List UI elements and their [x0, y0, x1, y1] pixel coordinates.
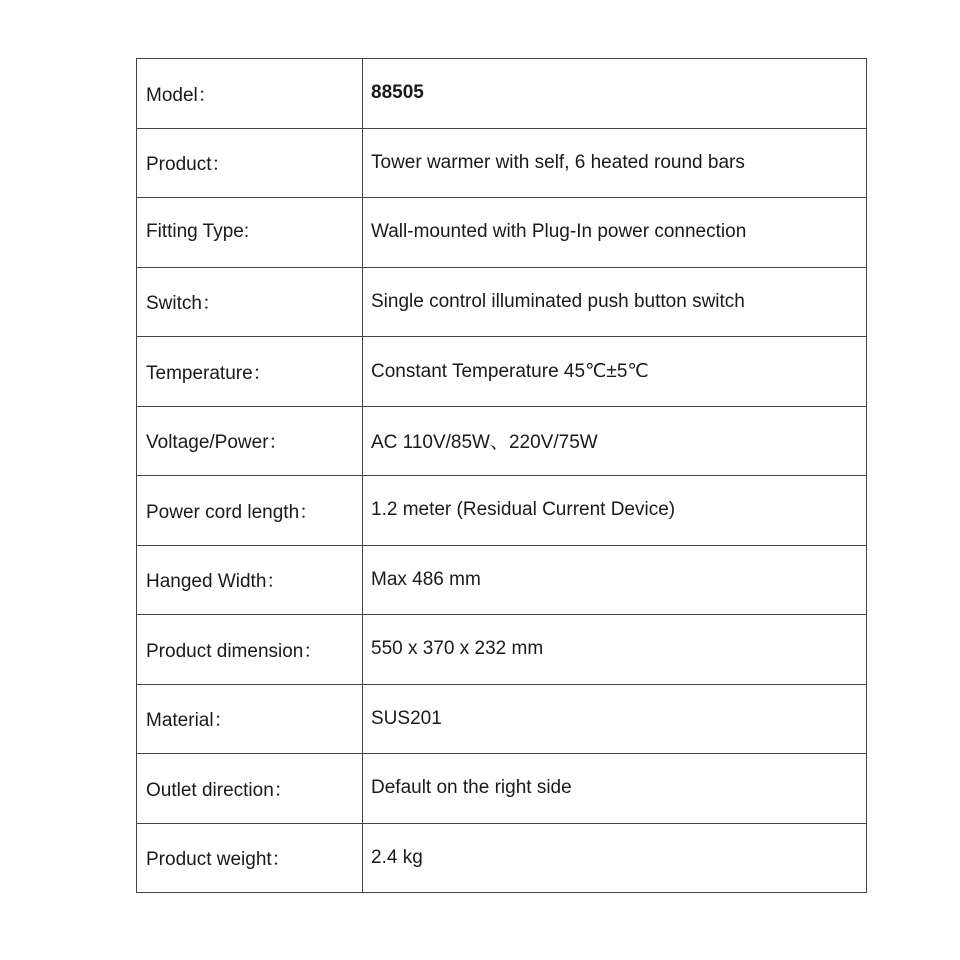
- spec-value: Max 486 mm: [363, 545, 867, 615]
- spec-label: Temperature：: [137, 337, 363, 407]
- spec-label: Outlet direction：: [137, 754, 363, 824]
- spec-label: Product weight：: [137, 823, 363, 893]
- spec-row-product: [137, 128, 867, 198]
- spec-row-voltage-power: [137, 406, 867, 476]
- spec-row-temperature: [137, 337, 867, 407]
- spec-label: Material：: [137, 684, 363, 754]
- spec-value: Tower warmer with self, 6 heated round bars: [363, 128, 867, 198]
- spec-value: SUS201: [363, 684, 867, 754]
- spec-row-power-cord-length: [137, 476, 867, 546]
- spec-table-body: [137, 59, 867, 893]
- spec-label: Hanged Width：: [137, 545, 363, 615]
- spec-value: 1.2 meter (Residual Current Device): [363, 476, 867, 546]
- spec-row-product-dimension: [137, 615, 867, 685]
- spec-value: Default on the right side: [363, 754, 867, 824]
- spec-value: AC 110V/85W、220V/75W: [363, 406, 867, 476]
- spec-label: Product：: [137, 128, 363, 198]
- spec-label: Power cord length：: [137, 476, 363, 546]
- spec-label: Voltage/Power：: [137, 406, 363, 476]
- spec-value: Single control illuminated push button switch: [363, 267, 867, 337]
- spec-row-hanged-width: [137, 545, 867, 615]
- spec-row-outlet-direction: [137, 754, 867, 824]
- spec-row-model: [137, 59, 867, 129]
- spec-value: 2.4 kg: [363, 823, 867, 893]
- spec-label: Switch：: [137, 267, 363, 337]
- spec-value: Constant Temperature 45℃±5℃: [363, 337, 867, 407]
- spec-row-fitting-type: [137, 198, 867, 268]
- spec-row-material: [137, 684, 867, 754]
- spec-table: [136, 58, 867, 893]
- spec-value: 550 x 370 x 232 mm: [363, 615, 867, 685]
- spec-label: Model：: [137, 59, 363, 129]
- spec-value: Wall-mounted with Plug-In power connection: [363, 198, 867, 268]
- spec-row-switch: [137, 267, 867, 337]
- spec-label: Product dimension：: [137, 615, 363, 685]
- spec-label: Fitting Type:: [137, 198, 363, 268]
- spec-value: 88505: [363, 59, 867, 129]
- spec-row-product-weight: [137, 823, 867, 893]
